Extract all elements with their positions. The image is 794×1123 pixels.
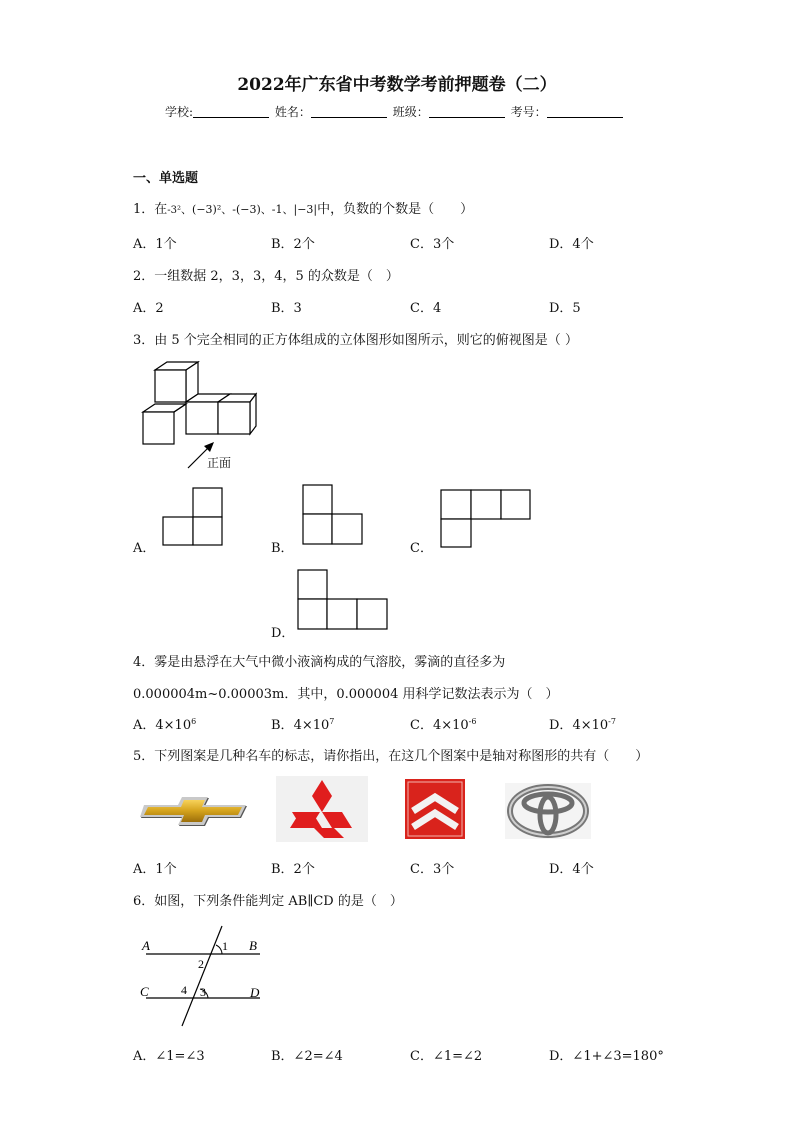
q6-parallel-lines-figure xyxy=(138,922,268,1032)
section-heading: 一、单选题 xyxy=(133,171,199,186)
q4-option-d[interactable] xyxy=(549,714,616,733)
q6-label-a: A xyxy=(142,938,150,953)
q4-option-b-base: 4×10 xyxy=(293,718,330,733)
q3-option-b-figure[interactable] xyxy=(302,484,364,546)
question-6-stem: 6．如图，下列条件能判定 AB∥CD 的是（ ） xyxy=(133,894,403,909)
q1-option-b[interactable]: B．2个 xyxy=(271,237,315,252)
q6-label-c: C xyxy=(140,984,149,999)
q4-option-d-base: 4×10 xyxy=(572,718,609,733)
q1-stem-end: 中，负数的个数是（ ） xyxy=(317,202,474,217)
q6-label-b: B xyxy=(249,938,257,953)
q2-option-c[interactable]: C．4 xyxy=(410,301,442,316)
q1-option-c[interactable]: C．3个 xyxy=(410,237,455,252)
q4-option-d-exponent: -7 xyxy=(608,717,616,726)
class-blank[interactable] xyxy=(429,105,505,118)
q6-label-d: D xyxy=(250,985,260,1000)
school-blank[interactable] xyxy=(193,105,269,118)
citroen-logo xyxy=(405,779,465,839)
chevrolet-logo xyxy=(140,795,250,827)
q1-term-5: |−3| xyxy=(293,203,318,216)
number-blank[interactable] xyxy=(547,105,623,118)
q4-option-b-label: B． xyxy=(271,718,294,733)
q4-option-c-base: 4×10 xyxy=(432,718,469,733)
q3-front-label: 正面 xyxy=(207,456,232,470)
q6-angle-1: 1 xyxy=(222,939,228,953)
question-4-stem-line2: 0.000004m~0.00003m．其中，0.000004 用科学记数法表示为（ ） xyxy=(133,687,559,702)
q6-angle-3: 3 xyxy=(200,985,206,999)
q1-option-d[interactable]: D．4个 xyxy=(549,237,594,252)
name-blank[interactable] xyxy=(311,105,387,118)
q4-option-a-base: 4×10 xyxy=(155,718,192,733)
q1-term-1: -3² xyxy=(167,205,182,216)
q6-option-c[interactable]: C．∠1=∠2 xyxy=(410,1049,483,1064)
q3-option-a-label[interactable]: A． xyxy=(133,541,156,556)
q1-option-a[interactable]: A．1个 xyxy=(133,237,177,252)
q2-option-b[interactable]: B．3 xyxy=(271,301,302,316)
question-3-stem: 3．由 5 个完全相同的正方体组成的立体图形如图所示，则它的俯视图是（ ） xyxy=(133,333,578,348)
q6-option-b[interactable]: B．∠2=∠4 xyxy=(271,1049,343,1064)
q5-option-c[interactable]: C．3个 xyxy=(410,862,455,877)
q3-option-d-figure[interactable] xyxy=(297,569,389,631)
question-5-stem: 5．下列图案是几种名车的标志，请你指出，在这几个图案中是轴对称图形的共有（ ） xyxy=(133,749,649,764)
q3-option-d-label[interactable]: D． xyxy=(271,626,295,641)
q6-option-d[interactable]: D．∠1+∠3=180° xyxy=(549,1049,664,1064)
q4-option-a-label: A． xyxy=(133,718,156,733)
school-label: 学校: xyxy=(165,105,194,119)
q6-angle-2: 2 xyxy=(198,957,204,971)
class-label: 班级： xyxy=(392,105,429,119)
q2-option-a[interactable]: A．2 xyxy=(133,301,164,316)
name-label: 姓名： xyxy=(274,105,311,119)
q4-option-d-label: D． xyxy=(549,718,573,733)
q3-option-c-label[interactable]: C． xyxy=(410,541,433,556)
q4-option-a[interactable] xyxy=(133,714,196,733)
q4-option-a-exponent: 6 xyxy=(191,717,197,726)
q6-option-a[interactable]: A．∠1=∠3 xyxy=(133,1049,205,1064)
question-4-stem-line1: 4．雾是由悬浮在大气中微小液滴构成的气溶胶，雾滴的直径多为 xyxy=(133,655,506,670)
q3-cube-figure xyxy=(138,360,268,470)
question-1-stem xyxy=(133,198,473,217)
q6-angle-4: 4 xyxy=(181,983,187,997)
student-info-line xyxy=(165,103,625,120)
toyota-logo xyxy=(505,783,591,839)
q4-option-b[interactable] xyxy=(271,714,334,733)
q1-term-3: 、-(−3) xyxy=(221,203,261,216)
q3-option-b-label[interactable]: B． xyxy=(271,541,294,556)
mitsubishi-logo xyxy=(276,776,368,842)
q3-option-c-figure[interactable] xyxy=(440,489,532,549)
q4-option-c-label: C． xyxy=(410,718,433,733)
q5-option-b[interactable]: B．2个 xyxy=(271,862,315,877)
q5-option-a[interactable]: A．1个 xyxy=(133,862,177,877)
page-title: 2022年广东省中考数学考前押题卷（二） xyxy=(237,75,557,95)
q4-option-c-exponent: -6 xyxy=(468,717,477,726)
q4-option-c[interactable] xyxy=(410,714,476,733)
q4-option-b-exponent: 7 xyxy=(329,717,335,726)
question-2-stem: 2．一组数据 2，3，3，4，5 的众数是（ ） xyxy=(133,269,399,284)
q2-option-d[interactable]: D．5 xyxy=(549,301,581,316)
q1-term-2: 、(−3)² xyxy=(181,203,222,216)
q3-option-a-figure[interactable] xyxy=(162,487,224,547)
q1-stem-start: 1．在 xyxy=(133,202,168,217)
q5-option-d[interactable]: D．4个 xyxy=(549,862,594,877)
q1-term-4: 、-1、 xyxy=(260,203,294,216)
number-label: 考号： xyxy=(510,105,547,119)
